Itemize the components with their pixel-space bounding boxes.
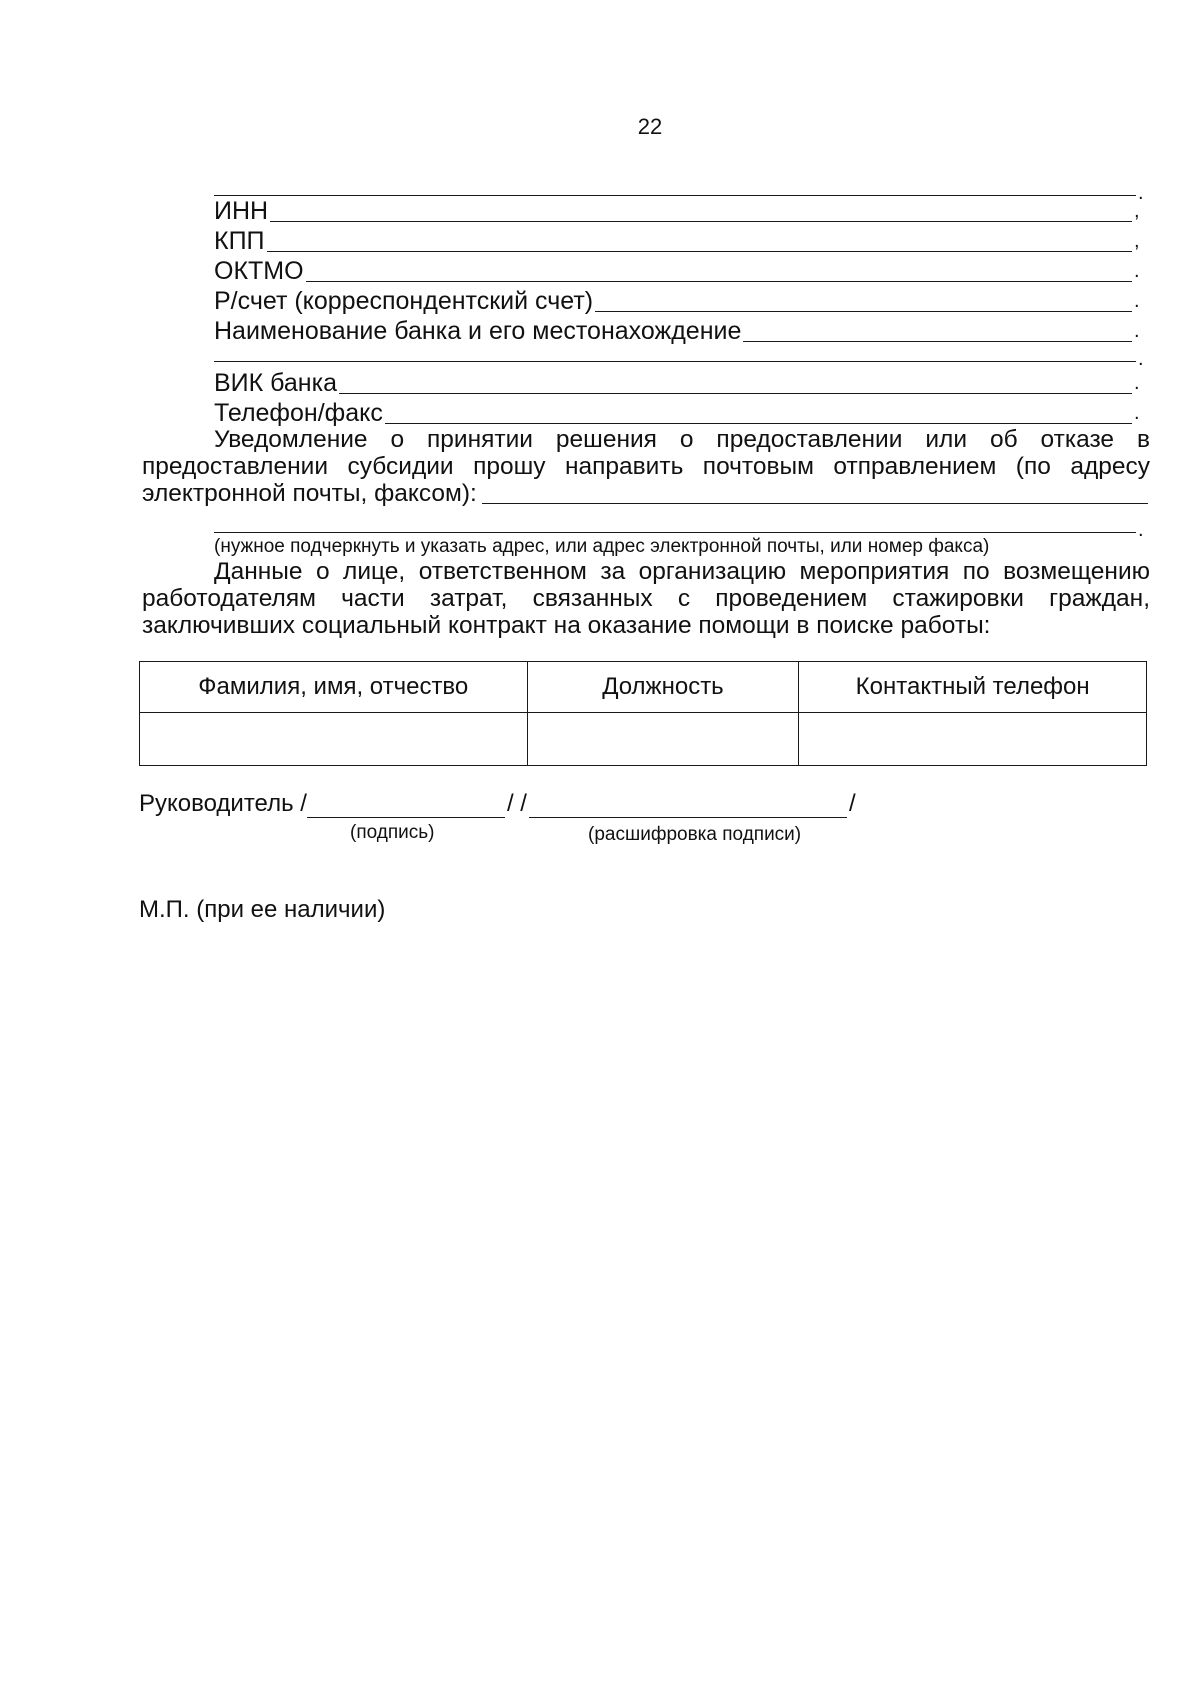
kpp-label: КПП bbox=[214, 227, 265, 255]
account-label: Р/счет (корреспондентский счет) bbox=[214, 287, 594, 315]
line-end-dot: . bbox=[1134, 402, 1140, 424]
signature-separator: / / bbox=[506, 790, 527, 817]
bank-name-label: Наименование банка и его местонахождение bbox=[214, 317, 742, 345]
line-end-dot: . bbox=[1138, 348, 1144, 370]
responsible-line-2: работодателям части затрат, связанных с проведением стажировки граждан, bbox=[142, 585, 1150, 612]
inn-label: ИНН bbox=[214, 197, 269, 225]
table-row bbox=[140, 713, 1147, 766]
oktmo-field bbox=[214, 253, 1144, 285]
bik-label: ВИК банка bbox=[214, 369, 337, 397]
signature-decoding-input-line[interactable] bbox=[529, 793, 847, 818]
line-end-dot: . bbox=[1134, 320, 1140, 342]
signature-closing-slash: / bbox=[848, 790, 856, 817]
page-number: 22 bbox=[637, 114, 663, 139]
oktmo-label: ОКТМО bbox=[214, 257, 304, 285]
inn-field bbox=[214, 193, 1144, 225]
phone-cell[interactable] bbox=[799, 713, 1147, 766]
line-end-comma: , bbox=[1134, 230, 1140, 252]
line-end-comma: , bbox=[1134, 200, 1140, 222]
inn-input-line[interactable] bbox=[270, 197, 1132, 222]
signature-caption: (подпись) bbox=[350, 822, 435, 843]
responsible-contacts-table bbox=[139, 661, 1147, 766]
line-end-dot: . bbox=[1138, 519, 1144, 541]
notification-paragraph bbox=[142, 426, 1150, 507]
notification-input-line[interactable] bbox=[482, 503, 1148, 504]
stamp-note: М.П. (при ее наличии) bbox=[139, 896, 386, 923]
line-end-dot: . bbox=[1138, 182, 1144, 204]
position-cell[interactable] bbox=[527, 713, 799, 766]
kpp-input-line[interactable] bbox=[267, 227, 1132, 252]
account-input-line[interactable] bbox=[595, 287, 1132, 312]
column-header-full-name: Фамилия, имя, отчество bbox=[140, 662, 528, 713]
notification-hint: (нужное подчеркнуть и указать адрес, или адрес электронной почты, или номер факса) bbox=[214, 536, 990, 557]
bik-input-line[interactable] bbox=[339, 369, 1132, 394]
bank-name-continuation-line[interactable] bbox=[214, 361, 1136, 362]
line-end-dot: . bbox=[1134, 290, 1140, 312]
phone-fax-input-line[interactable] bbox=[385, 399, 1132, 424]
bank-name-field bbox=[214, 313, 1144, 345]
head-label: Руководитель / bbox=[139, 790, 307, 817]
responsible-line-1: Данные о лице, ответственном за организацию мероприятия по возмещению bbox=[214, 558, 1150, 585]
notification-line-2: предоставлении субсидии прошу направить почтовым отправлением (по адресу bbox=[142, 453, 1150, 480]
line-end-dot: . bbox=[1134, 372, 1140, 394]
signature-row bbox=[139, 790, 856, 818]
oktmo-input-line[interactable] bbox=[306, 257, 1132, 282]
signature-input-line[interactable] bbox=[307, 793, 505, 818]
phone-fax-field bbox=[214, 395, 1144, 427]
account-field bbox=[214, 283, 1144, 315]
notification-line-1: Уведомление о принятии решения о предоставлении или об отказе в bbox=[214, 426, 1150, 453]
table-header-row bbox=[140, 662, 1147, 713]
bank-name-input-line[interactable] bbox=[743, 317, 1132, 342]
kpp-field bbox=[214, 223, 1144, 255]
column-header-position: Должность bbox=[527, 662, 799, 713]
column-header-phone: Контактный телефон bbox=[799, 662, 1147, 713]
bik-field bbox=[214, 365, 1144, 397]
notification-input-line-2[interactable] bbox=[214, 532, 1136, 533]
line-end-dot: . bbox=[1134, 260, 1140, 282]
full-name-cell[interactable] bbox=[140, 713, 528, 766]
signature-decoding-caption: (расшифровка подписи) bbox=[588, 824, 802, 845]
notification-line-3-text: электронной почты, факсом): bbox=[142, 480, 477, 507]
phone-fax-label: Телефон/факс bbox=[214, 399, 383, 427]
responsible-paragraph bbox=[142, 558, 1150, 639]
responsible-line-3: заключивших социальный контракт на оказание помощи в поиске работы: bbox=[142, 612, 991, 639]
